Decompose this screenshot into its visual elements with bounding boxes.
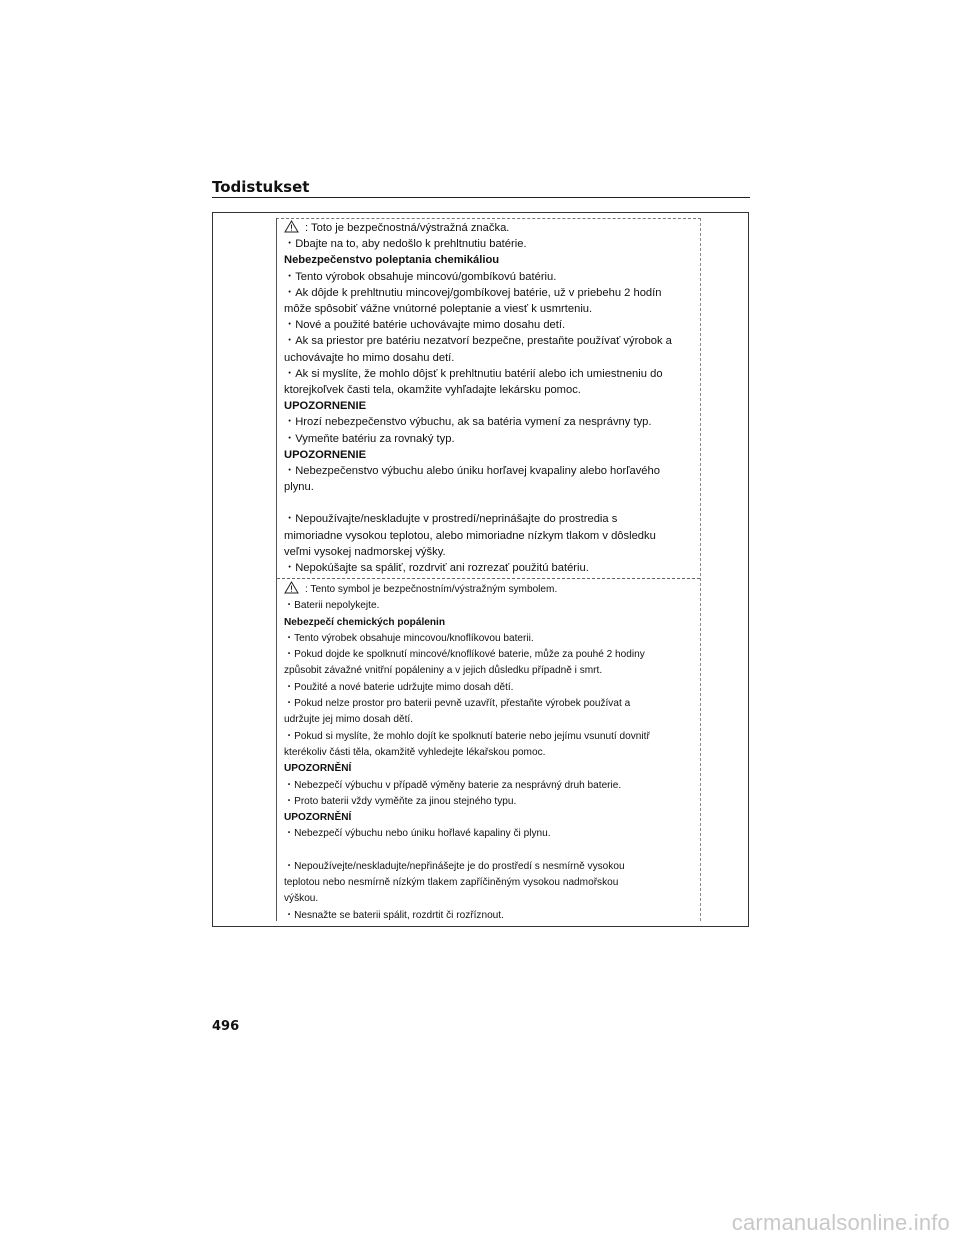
section-heading: Nebezpečenstvo poleptania chemikáliou <box>284 254 500 267</box>
text-line: veľmi vysokej nadmorskej výšky. <box>284 545 446 558</box>
section-heading: UPOZORNENIE <box>284 400 367 413</box>
text-line: ・Pokud si myslíte, že mohlo dojít ke spolknutí baterie nebo jejímu vsunutí dovnitř <box>284 730 650 742</box>
text-line: ・Vymeňte batériu za rovnaký typ. <box>284 432 455 445</box>
section-heading: Nebezpečí chemických popálenin <box>284 616 445 628</box>
czech-block <box>277 578 700 921</box>
warning-triangle-icon <box>284 220 299 233</box>
text-line: ・Tento výrobek obsahuje mincovou/knoflíkovou baterii. <box>284 632 534 644</box>
text-line: ・Nebezpečí výbuchu nebo úniku hořlavé kapaliny či plynu. <box>284 828 551 840</box>
text-line: ・Hrozí nebezpečenstvo výbuchu, ak sa batéria vymení za nesprávny typ. <box>284 416 652 429</box>
warning-triangle-icon <box>284 581 299 594</box>
text-line: ・Použité a nové baterie udržujte mimo dosah dětí. <box>284 681 514 693</box>
watermark: carmanualsonline.info <box>731 1210 950 1235</box>
text-line: ・Proto baterii vždy vyměňte za jinou stejného typu. <box>284 795 517 807</box>
text-line: ・Nové a použité batérie uchovávajte mimo dosahu detí. <box>284 319 566 332</box>
cz-gap <box>284 843 700 859</box>
text-line: udržujte jej mimo dosah dětí. <box>284 714 414 726</box>
text-line: ・Nepoužívajte/neskladujte v prostredí/neprinášajte do prostredia s <box>284 513 618 526</box>
text-line: mimoriadne vysokou teplotou, alebo mimoriadne nízkym tlakom v dôsledku <box>284 529 656 542</box>
section-heading: UPOZORNĚNÍ <box>284 812 352 824</box>
section-heading: UPOZORNĚNÍ <box>284 763 352 775</box>
section-heading: UPOZORNENIE <box>284 448 367 461</box>
text-line: ・Nepoužívejte/neskladujte/nepřinášejte je do prostředí s nesmírně vysokou <box>284 860 625 872</box>
text-line: ・Nesnažte se baterii spálit, rozdrtit či rozříznout. <box>284 909 504 921</box>
text-line: plynu. <box>284 481 314 494</box>
text-line: výškou. <box>284 893 319 905</box>
sk-gap <box>284 495 700 511</box>
text-line: ・Pokud nelze prostor pro baterii pevně uzavřít, přestaňte výrobek používat a <box>284 698 631 710</box>
sk-warning-line <box>284 220 700 236</box>
cz-warning-line <box>284 581 700 598</box>
text-line: ・Nebezpečí výbuchu v případě výměny baterie za nesprávný druh baterie. <box>284 779 622 791</box>
title-rule <box>212 197 750 198</box>
text-line: uchovávajte ho mimo dosahu detí. <box>284 351 455 364</box>
text-line: ・Ak si myslíte, že mohlo dôjsť k prehltnutiu batérií alebo ich umiestneniu do <box>284 367 663 380</box>
text-line: ・Baterii nepolykejte. <box>284 600 380 612</box>
text-line: způsobit závažné vnitřní popáleniny a v jejich důsledku případně i smrt. <box>284 665 603 677</box>
text-line: teplotou nebo nesmírně nízkým tlakem zapříčiněným vysokou nadmořskou <box>284 877 619 889</box>
sk-lines <box>284 236 700 495</box>
text-line: ・Tento výrobok obsahuje mincovú/gombíkovú batériu. <box>284 270 557 283</box>
text-line: ・Nebezpečenstvo výbuchu alebo úniku horľavej kvapaliny alebo horľavého <box>284 465 660 478</box>
slovak-block <box>277 218 700 578</box>
text-line: ・Ak sa priestor pre batériu nezatvorí bezpečne, prestaňte používať výrobok a <box>284 335 672 348</box>
cz-lines <box>284 598 700 842</box>
text-line: môže spôsobiť vážne vnútorné poleptanie a viesť k usmrteniu. <box>284 303 593 316</box>
text-line: kterékoliv části těla, okamžitě vyhledejte lékařskou pomoc. <box>284 746 546 758</box>
text-line: ktorejkoľvek časti tela, okamžite vyhľadajte lekársku pomoc. <box>284 384 581 397</box>
text-line: ・Nepokúšajte sa spáliť, rozdrviť ani rozrezať použitú batériu. <box>284 562 589 575</box>
page-number: 496 <box>212 1019 240 1034</box>
section-title: Todistukset <box>212 178 310 196</box>
text-line: ・Ak dôjde k prehltnutiu mincovej/gombíkovej batérie, už v priebehu 2 hodín <box>284 286 662 299</box>
cz-lines-after <box>284 859 700 921</box>
sk-lines-after <box>284 511 700 576</box>
text-line: ・Dbajte na to, aby nedošlo k prehltnutiu batérie. <box>284 238 527 251</box>
text-line: ・Pokud dojde ke spolknutí mincové/knoflíkové baterie, může za pouhé 2 hodiny <box>284 649 645 661</box>
scanned-certificate <box>276 218 701 921</box>
sk-warning-text: : Toto je bezpečnostná/výstražná značka. <box>305 222 510 234</box>
cz-warning-text: : Tento symbol je bezpečnostním/výstražným symbolem. <box>305 584 558 595</box>
